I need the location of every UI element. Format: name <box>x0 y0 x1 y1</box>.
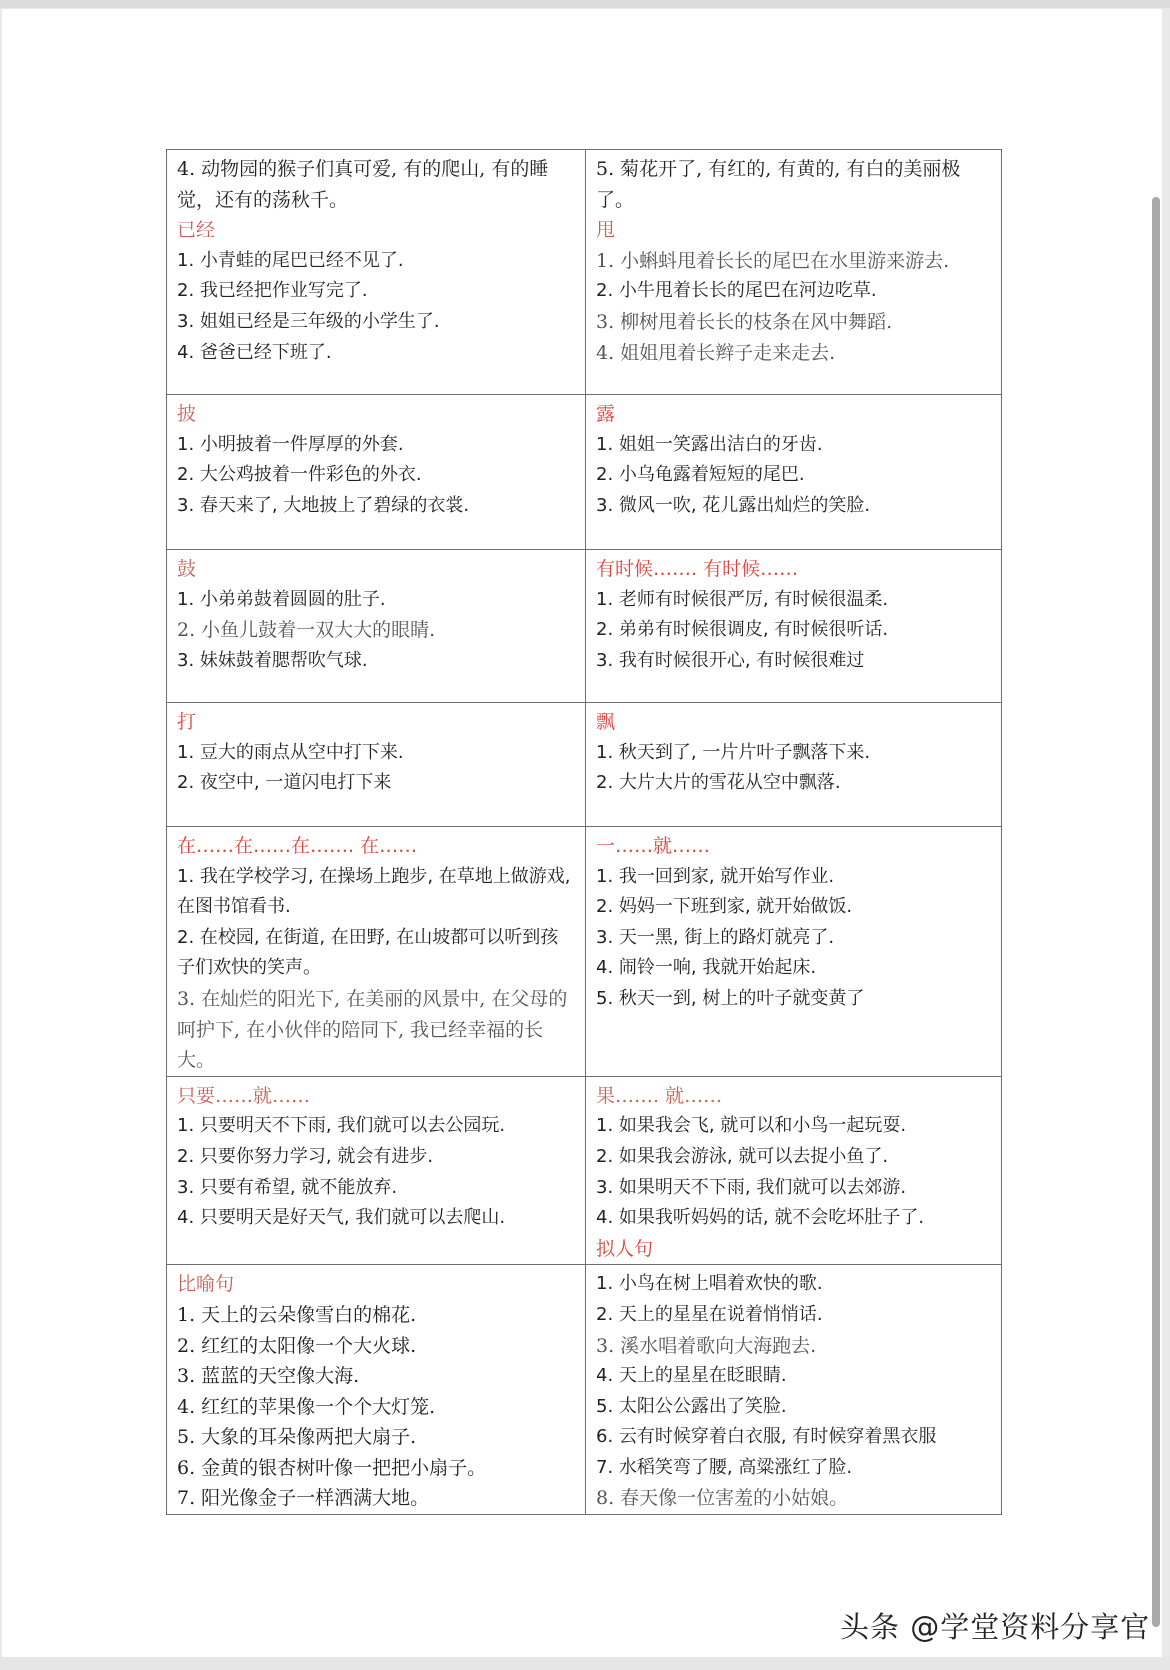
cell-da <box>167 703 586 827</box>
table-row <box>167 703 1002 827</box>
cell-heading: 鼓 <box>177 558 197 580</box>
example-line: 1. 我一回到家, 就开始写作业. <box>596 865 835 887</box>
example-line: 4. 如果我听妈妈的话, 就不会吃坏肚子了. <box>596 1207 925 1229</box>
example-line: 3. 妹妹鼓着腮帮吹气球. <box>177 649 368 671</box>
example-line: 1. 只要明天不下雨, 我们就可以去公园玩. <box>177 1115 506 1137</box>
example-line: 3. 在灿烂的阳光下, 在美丽的风景中, 在父母的呵护下, 在小伙伴的陪同下, 我已经幸福的长大。 <box>177 987 568 1072</box>
example-line: 1. 我在学校学习, 在操场上跑步, 在草地上做游戏, 在图书馆看书. <box>177 865 571 918</box>
cell-heading: 只要……就…… <box>177 1084 311 1107</box>
cell-pi <box>167 395 586 550</box>
example-line: 6. 金黄的银杏树叶像一把把小扇子。 <box>177 1456 487 1479</box>
sentence-examples-table <box>166 149 1002 1515</box>
example-line: 4. 闹铃一响, 我就开始起床. <box>596 957 817 979</box>
example-line: 3. 溪水唱着歌向大海跑去. <box>596 1334 817 1357</box>
cell-heading: 有时候……. 有时候…… <box>596 558 799 580</box>
example-line: 3. 只要有希望, 就不能放弃. <box>177 1176 398 1198</box>
watermark: 头条 @学堂资料分享官 <box>840 1610 1151 1644</box>
cell-heading: 已经 <box>177 219 216 242</box>
cell-heading: 在……在……在……. 在…… <box>177 835 418 857</box>
cell-heading: 甩 <box>596 219 616 242</box>
example-line: 2. 小鱼儿鼓着一双大大的眼睛. <box>177 619 436 642</box>
example-line: 8. 春天像一位害羞的小姑娘。 <box>596 1487 849 1510</box>
table-row <box>167 150 1002 395</box>
example-line: 2. 妈妈一下班到家, 就开始做饭. <box>596 896 853 918</box>
example-line: 1. 姐姐一笑露出洁白的牙齿. <box>596 433 823 455</box>
example-line: 4. 爸爸已经下班了. <box>177 341 332 363</box>
cell-lu <box>586 395 1002 550</box>
example-line: 1. 如果我会飞, 就可以和小鸟一起玩耍. <box>596 1115 907 1137</box>
example-line: 3. 如果明天不下雨, 我们就可以去郊游. <box>596 1176 907 1198</box>
example-line: 2. 天上的星星在说着悄悄话. <box>596 1303 823 1325</box>
example-line: 2. 大公鸡披着一件彩色的外衣. <box>177 464 422 486</box>
example-line: 2. 我已经把作业写完了. <box>177 280 368 302</box>
cell-yijing <box>167 150 586 395</box>
example-line: 1. 老师有时候很严厉, 有时候很温柔. <box>596 588 889 610</box>
example-line: 1. 小青蛙的尾巴已经不见了. <box>177 249 404 271</box>
example-line: 4. 只要明天是好天气, 我们就可以去爬山. <box>177 1207 506 1229</box>
cell-piao <box>586 703 1002 827</box>
example-line: 4. 姐姐甩着长辫子走来走去. <box>596 341 836 364</box>
cell-yi-jiu <box>586 827 1002 1077</box>
cell-heading: 飘 <box>596 711 616 733</box>
cell-zai <box>167 827 586 1077</box>
table-row <box>167 1076 1002 1265</box>
example-line: 2. 如果我会游泳, 就可以去捉小鱼了. <box>596 1145 889 1167</box>
example-line: 5. 秋天一到, 树上的叶子就变黄了 <box>596 987 865 1009</box>
example-line: 3. 春天来了, 大地披上了碧绿的衣裳. <box>177 494 470 516</box>
continued-example: 4. 动物园的猴子们真可爱, 有的爬山, 有的睡觉，还有的荡秋千。 <box>177 158 549 211</box>
example-line: 2. 红红的太阳像一个大火球. <box>177 1334 417 1357</box>
example-line: 1. 秋天到了, 一片片叶子飘落下来. <box>596 741 871 763</box>
cell-heading: 露 <box>596 403 616 425</box>
example-line: 5. 太阳公公露出了笑脸. <box>596 1395 787 1417</box>
example-line: 4. 天上的星星在眨眼睛. <box>596 1365 787 1387</box>
continued-example: 5. 菊花开了, 有红的, 有黄的, 有白的美丽极了。 <box>596 158 961 211</box>
cell-heading: 打 <box>177 711 197 733</box>
cell-shuai <box>586 150 1002 395</box>
example-line: 1. 小弟弟鼓着圆圆的肚子. <box>177 588 386 610</box>
cell-heading: 果……. 就…… <box>596 1084 723 1107</box>
cell-heading: 比喻句 <box>177 1273 235 1296</box>
cell-ruguo <box>586 1076 1002 1265</box>
example-line: 7. 水稻笑弯了腰, 高粱涨红了脸. <box>596 1456 853 1478</box>
example-line: 2. 小乌龟露着短短的尾巴. <box>596 464 805 486</box>
bottom-border <box>0 1657 1170 1670</box>
top-border <box>0 0 1170 8</box>
example-line: 2. 在校园, 在街道, 在田野, 在山坡都可以听到孩子们欢快的笑声。 <box>177 926 559 979</box>
example-line: 5. 大象的耳朵像两把大扇子. <box>177 1426 417 1449</box>
example-line: 1. 小鸟在树上唱着欢快的歌. <box>596 1273 823 1295</box>
table-row <box>167 550 1002 703</box>
scrollbar-thumb[interactable] <box>1152 197 1160 1627</box>
example-line: 2. 大片大片的雪花从空中飘落. <box>596 772 841 794</box>
cell-nirenju <box>586 1265 1002 1515</box>
cell-heading-nirenju: 拟人句 <box>596 1237 654 1260</box>
example-line: 6. 云有时候穿着白衣服, 有时候穿着黑衣服 <box>596 1426 937 1448</box>
example-line: 2. 夜空中, 一道闪电打下来 <box>177 772 392 794</box>
example-line: 3. 柳树甩着长长的枝条在风中舞蹈. <box>596 310 893 333</box>
example-line: 3. 蓝蓝的天空像大海. <box>177 1365 360 1388</box>
example-line: 1. 小蝌蚪甩着长长的尾巴在水里游来游去. <box>596 249 950 272</box>
example-line: 3. 我有时候很开心, 有时候很难过 <box>596 649 865 671</box>
example-line: 2. 只要你努力学习, 就会有进步. <box>177 1145 434 1167</box>
example-line: 2. 弟弟有时候很调皮, 有时候很听话. <box>596 619 889 641</box>
example-line: 3. 姐姐已经是三年级的小学生了. <box>177 310 440 332</box>
table-row <box>167 827 1002 1077</box>
example-line: 1. 豆大的雨点从空中打下来. <box>177 741 404 763</box>
table-row <box>167 1265 1002 1515</box>
example-line: 3. 天一黑, 街上的路灯就亮了. <box>596 926 835 948</box>
example-line: 7. 阳光像金子一样洒满大地。 <box>177 1487 430 1510</box>
example-line: 3. 微风一吹, 花儿露出灿烂的笑脸. <box>596 494 871 516</box>
example-line: 4. 红红的苹果像一个个大灯笼. <box>177 1395 436 1418</box>
example-line: 1. 小明披着一件厚厚的外套. <box>177 433 404 455</box>
cell-heading: 一……就…… <box>596 835 711 857</box>
cell-gu <box>167 550 586 703</box>
table-row <box>167 395 1002 550</box>
example-line: 1. 天上的云朵像雪白的棉花. <box>177 1303 417 1326</box>
example-line: 2. 小牛甩着长长的尾巴在河边吃草. <box>596 280 877 302</box>
cell-biyuju <box>167 1265 586 1515</box>
cell-zhiyao <box>167 1076 586 1265</box>
cell-youshihou <box>586 550 1002 703</box>
cell-heading: 披 <box>177 403 197 425</box>
